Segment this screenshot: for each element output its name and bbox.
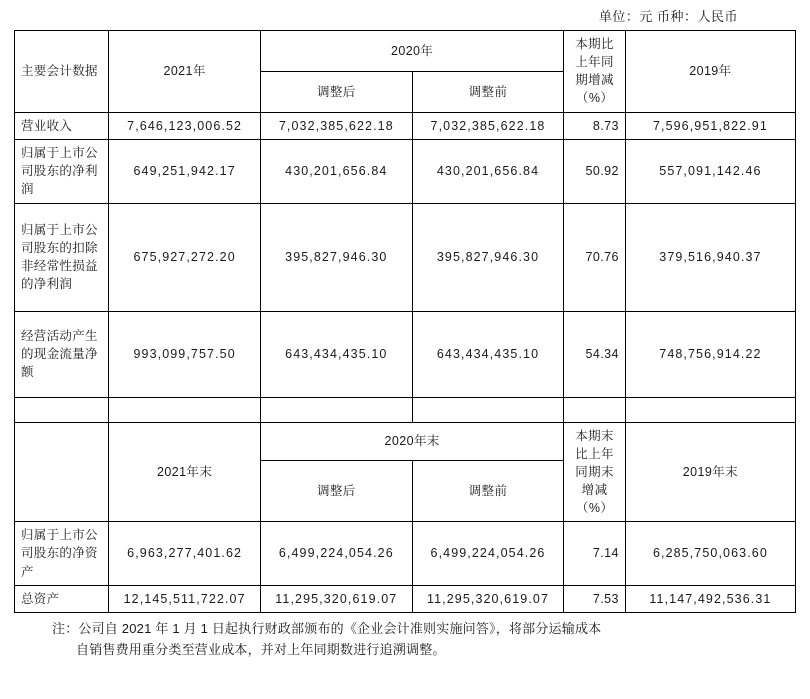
header-2020-adjusted: 调整后 bbox=[260, 71, 412, 112]
separator-cell bbox=[15, 397, 109, 422]
cell-2020-adjusted: 11,295,320,619.07 bbox=[260, 585, 412, 612]
header-yoy-change-end: 本期末比上年同期末增减（%） bbox=[564, 422, 625, 522]
cell-2020-before: 7,032,385,622.18 bbox=[412, 112, 564, 139]
row-label: 营业收入 bbox=[15, 112, 109, 139]
cell-2019: 11,147,492,536.31 bbox=[625, 585, 795, 612]
header-2020-end-before: 调整前 bbox=[412, 461, 564, 522]
header-yoy-change: 本期比上年同期增减（%） bbox=[564, 31, 625, 113]
cell-2020-adjusted: 7,032,385,622.18 bbox=[260, 112, 412, 139]
table-row bbox=[15, 585, 796, 612]
cell-2019: 748,756,914.22 bbox=[625, 311, 795, 397]
cell-2020-before: 11,295,320,619.07 bbox=[412, 585, 564, 612]
separator-cell bbox=[564, 397, 625, 422]
cell-2021: 6,963,277,401.62 bbox=[109, 522, 261, 585]
cell-change: 7.53 bbox=[564, 585, 625, 612]
table-header-row-3 bbox=[15, 422, 796, 460]
cell-2021: 649,251,942.17 bbox=[109, 139, 261, 203]
cell-change: 70.76 bbox=[564, 203, 625, 311]
table-row bbox=[15, 311, 796, 397]
header-2019: 2019年 bbox=[625, 31, 795, 113]
table-row bbox=[15, 522, 796, 585]
table-header-row-1 bbox=[15, 31, 796, 72]
table-row bbox=[15, 203, 796, 311]
table-separator-row bbox=[15, 397, 796, 422]
cell-2020-before: 6,499,224,054.26 bbox=[412, 522, 564, 585]
header-2020-group: 2020年 bbox=[260, 31, 563, 72]
cell-2020-adjusted: 430,201,656.84 bbox=[260, 139, 412, 203]
cell-2021: 12,145,511,722.07 bbox=[109, 585, 261, 612]
separator-cell bbox=[412, 397, 564, 422]
cell-change: 54.34 bbox=[564, 311, 625, 397]
separator-cell bbox=[260, 397, 412, 422]
table-row bbox=[15, 112, 796, 139]
header-2020-end-adjusted: 调整后 bbox=[260, 461, 412, 522]
header-2020-before: 调整前 bbox=[412, 71, 564, 112]
row-label: 归属于上市公司股东的净利润 bbox=[15, 139, 109, 203]
annual-financial-data-table bbox=[14, 30, 796, 613]
separator-cell bbox=[109, 397, 261, 422]
row-label: 经营活动产生的现金流量净额 bbox=[15, 311, 109, 397]
cell-2019: 557,091,142.46 bbox=[625, 139, 795, 203]
header-2020-end-group: 2020年末 bbox=[260, 422, 563, 460]
cell-2020-before: 643,434,435.10 bbox=[412, 311, 564, 397]
header-main-accounting-data: 主要会计数据 bbox=[15, 31, 109, 113]
cell-2021: 993,099,757.50 bbox=[109, 311, 261, 397]
table-footnote bbox=[14, 613, 796, 661]
cell-2021: 7,646,123,006.52 bbox=[109, 112, 261, 139]
row-label: 归属于上市公司股东的扣除非经常性损益的净利润 bbox=[15, 203, 109, 311]
cell-2020-adjusted: 643,434,435.10 bbox=[260, 311, 412, 397]
cell-2019: 379,516,940.37 bbox=[625, 203, 795, 311]
footnote-line-2: 自销售费用重分类至营业成本，并对上年同期数进行追溯调整。 bbox=[76, 641, 446, 657]
cell-2021: 675,927,272.20 bbox=[109, 203, 261, 311]
row-label: 总资产 bbox=[15, 585, 109, 612]
row-label: 归属于上市公司股东的净资产 bbox=[15, 522, 109, 585]
cell-2020-adjusted: 6,499,224,054.26 bbox=[260, 522, 412, 585]
cell-change: 50.92 bbox=[564, 139, 625, 203]
cell-change: 7.14 bbox=[564, 522, 625, 585]
cell-2019: 6,285,750,063.60 bbox=[625, 522, 795, 585]
header-2021: 2021年 bbox=[109, 31, 261, 113]
separator-cell bbox=[625, 397, 795, 422]
footnote-line-1: 注：公司自 2021 年 1 月 1 日起执行财政部颁布的《企业会计准则实施问答》，将部分运输成本 bbox=[52, 620, 602, 636]
cell-2020-adjusted: 395,827,946.30 bbox=[260, 203, 412, 311]
unit-currency-line: 单位：元 币种：人民币 bbox=[598, 9, 738, 24]
header-blank bbox=[15, 422, 109, 522]
cell-2020-before: 430,201,656.84 bbox=[412, 139, 564, 203]
cell-change: 8.73 bbox=[564, 112, 625, 139]
cell-2020-before: 395,827,946.30 bbox=[412, 203, 564, 311]
cell-2019: 7,596,951,822.91 bbox=[625, 112, 795, 139]
header-2019-end: 2019年末 bbox=[625, 422, 795, 522]
table-row bbox=[15, 139, 796, 203]
header-2021-end: 2021年末 bbox=[109, 422, 261, 522]
